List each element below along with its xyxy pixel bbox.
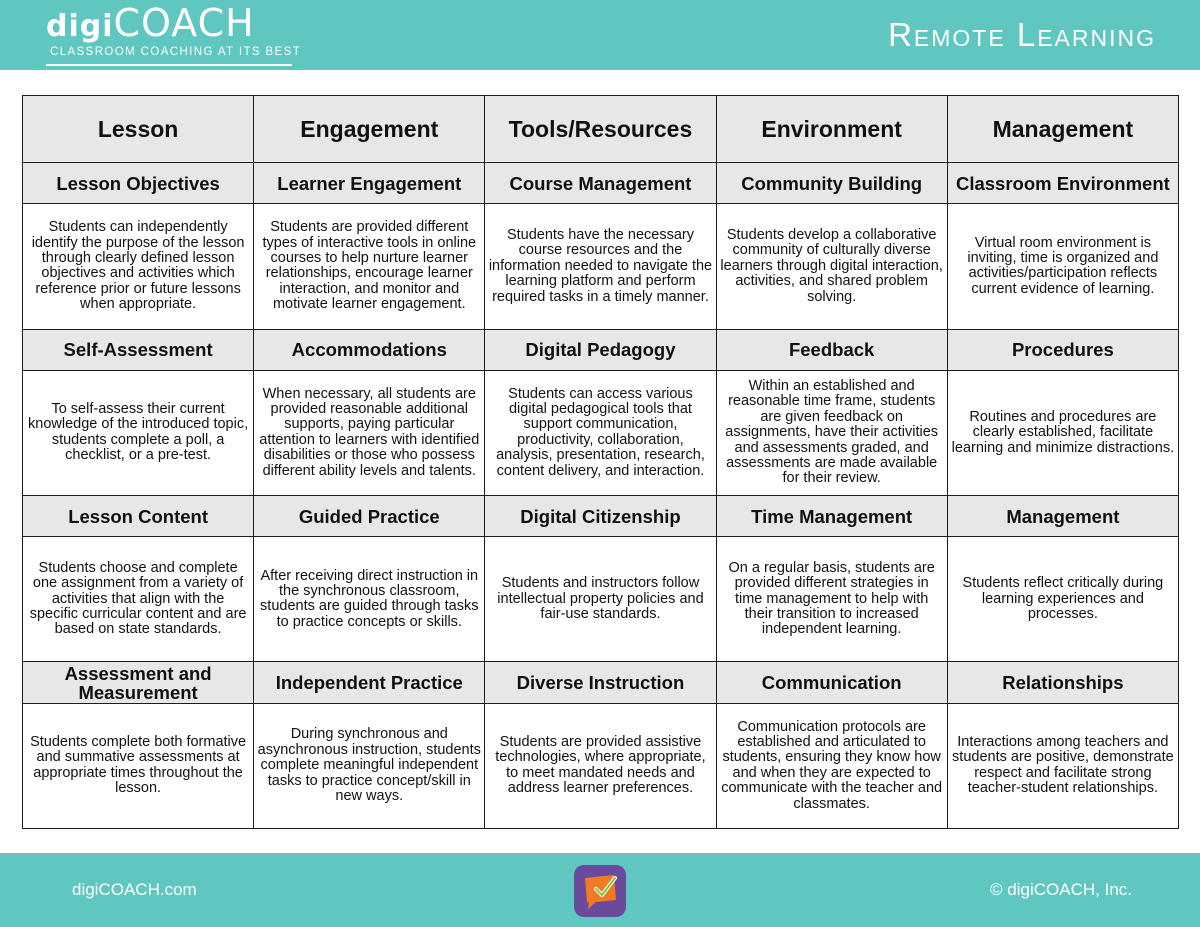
criteria-description: Students develop a collaborative community of culturally diverse learners through digital interaction, activities, and shared problem solving. [716,204,947,329]
criteria-title: Diverse Instruction [485,662,716,703]
criteria-title: Accommodations [254,329,485,370]
criteria-description: Students complete both formative and summative assessments at appropriate times throughout the lesson. [23,703,254,828]
criteria-description: Students choose and complete one assignment from a variety of activities that align with the specific curricular content and are based on state standards. [23,537,254,662]
criteria-title: Lesson Objectives [23,163,254,204]
criteria-description: When necessary, all students are provided reasonable additional supports, paying particular attention to learners with identified disabilities or those who possess different ability levels and talents. [254,370,485,495]
criteria-title: Relationships [947,662,1178,703]
logo-word-coach: COACH [113,1,255,45]
logo-wordmark [46,1,255,45]
criteria-title: Community Building [716,163,947,204]
column-header: Environment [716,96,947,163]
criteria-title: Assessment and Measurement [23,662,254,703]
criteria-description: Students have the necessary course resources and the information needed to navigate the learning platform and perform required tasks in a timely manner. [485,204,716,329]
criteria-title: Time Management [716,496,947,537]
criteria-description: Students are provided different types of interactive tools in online courses to help nurture learner relationships, encourage learner interaction, and monitor and motivate learner engagement. [254,204,485,329]
remote-learning-grid [22,95,1179,829]
criteria-description: Interactions among teachers and students are positive, demonstrate respect and facilitate strong teacher-student relationships. [947,703,1178,828]
criteria-description-row [23,703,1179,828]
criteria-description: Students can independently identify the purpose of the lesson through clearly defined lesson objectives and activities which reference prior or future lessons when appropriate. [23,204,254,329]
criteria-description: Students are provided assistive technologies, where appropriate, to meet mandated needs and address learner preferences. [485,703,716,828]
criteria-description: Students can access various digital pedagogical tools that support communication, productivity, collaboration, analysis, presentation, research, content delivery, and interaction. [485,370,716,495]
digicoach-logo [46,1,302,66]
criteria-description: Routines and procedures are clearly established, facilitate learning and minimize distractions. [947,370,1178,495]
criteria-description: On a regular basis, students are provided different strategies in time management to help with their transition to increased independent learning. [716,537,947,662]
footer-banner [0,853,1200,927]
column-header-row [23,96,1179,163]
criteria-description-row [23,204,1179,329]
criteria-title-row [23,163,1179,204]
criteria-description: After receiving direct instruction in the synchronous classroom, students are guided through tasks to practice concepts or skills. [254,537,485,662]
digicoach-app-icon [574,865,626,917]
page-title: Remote Learning [888,16,1156,53]
criteria-description: Virtual room environment is inviting, time is organized and activities/participation reflects current evidence of learning. [947,204,1178,329]
column-header: Lesson [23,96,254,163]
criteria-description: Communication protocols are established and articulated to students, ensuring they know how and when they are expected to communicate with the teacher and classmates. [716,703,947,828]
criteria-description: To self-assess their current knowledge of the introduced topic, students complete a poll, a checklist, or a pre-test. [23,370,254,495]
footer-website-link[interactable]: digiCOACH.com [72,880,197,899]
criteria-description: During synchronous and asynchronous instruction, students complete meaningful independent tasks to practice concept/skill in new ways. [254,703,485,828]
criteria-title: Lesson Content [23,496,254,537]
criteria-description: Students reflect critically during learning experiences and processes. [947,537,1178,662]
criteria-title: Independent Practice [254,662,485,703]
criteria-title: Procedures [947,329,1178,370]
criteria-title: Classroom Environment [947,163,1178,204]
criteria-description: Within an established and reasonable time frame, students are given feedback on assignments, have their activities and assessments graded, and assessments are made available for their review. [716,370,947,495]
column-header: Engagement [254,96,485,163]
criteria-title: Management [947,496,1178,537]
criteria-title: Learner Engagement [254,163,485,204]
criteria-title-row [23,329,1179,370]
column-header: Tools/Resources [485,96,716,163]
criteria-description-row [23,370,1179,495]
criteria-title: Feedback [716,329,947,370]
criteria-description-row [23,537,1179,662]
logo-tagline: CLASSROOM COACHING AT ITS BEST [50,46,302,58]
column-header: Management [947,96,1178,163]
criteria-title: Course Management [485,163,716,204]
logo-underline [46,64,292,66]
criteria-title-row [23,662,1179,703]
top-banner [0,0,1200,70]
criteria-title: Digital Citizenship [485,496,716,537]
criteria-title: Self-Assessment [23,329,254,370]
criteria-title: Communication [716,662,947,703]
footer-copyright: © digiCOACH, Inc. [990,880,1132,899]
logo-word-digi: digi [46,9,114,44]
criteria-description: Students and instructors follow intellectual property policies and fair-use standards. [485,537,716,662]
criteria-title: Digital Pedagogy [485,329,716,370]
criteria-title-row [23,496,1179,537]
criteria-title: Guided Practice [254,496,485,537]
